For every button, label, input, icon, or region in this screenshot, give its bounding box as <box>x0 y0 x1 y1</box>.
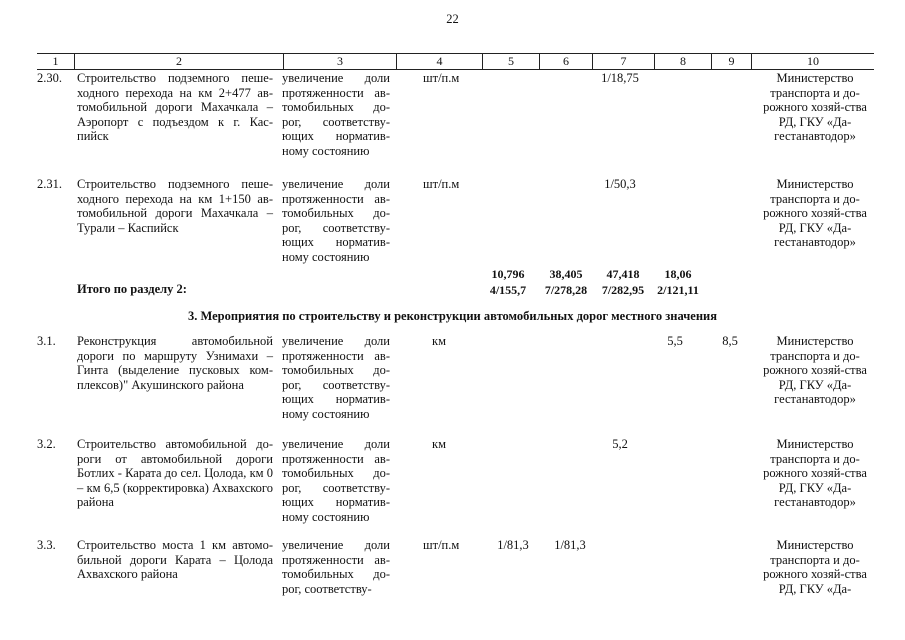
row-number: 2.30. <box>37 71 62 85</box>
row-unit: шт/п.м <box>423 71 460 85</box>
row-effect: увеличение доли протяженности ав-томобильных до-рог, соответству-ющих норматив-ному состоянию <box>282 71 390 158</box>
row-effect: увеличение доли протяженности ав-томобильных до-рог, соответству-ющих норматив-ному состоянию <box>282 177 390 264</box>
header-col-4: 4 <box>436 54 443 68</box>
row-description: Строительство подземного пеше-ходного перехода на км 2+477 ав-томобильной дороги Махачкала – Аэропорт с подъездом к г. Кас-пийск <box>77 71 273 144</box>
row-ministry: Министерство транспорта и до-рожного хозяй-ства РД, ГКУ «Да-гестанавтодор» <box>763 334 867 407</box>
total-col5: 10,796 4/155,7 <box>489 267 527 297</box>
row-ministry: Министерство транспорта и до-рожного хозяй-ства РД, ГКУ «Да-гестанавтодор» <box>763 437 867 510</box>
row-ministry: Министерство транспорта и до-рожного хозяй-ства РД, ГКУ «Да-гестанавтодор» <box>763 71 867 144</box>
row-number: 3.2. <box>37 437 56 451</box>
header-col-2: 2 <box>176 54 182 68</box>
row-col6: 1/81,3 <box>554 538 586 552</box>
header-col-8: 8 <box>680 54 686 68</box>
row-unit: шт/п.м <box>423 538 460 552</box>
table-header <box>37 53 874 70</box>
row-description: Строительство подземного пеше-ходного перехода на км 1+150 ав-томобильной дороги Махачкала – Турали – Каспийск <box>77 177 273 235</box>
row-description: Реконструкция автомобильной дороги по маршруту Узнимахи – Гинта (выделение пусковых ком-плексов)" Акушинского района <box>77 334 273 392</box>
section-title: 3. Мероприятия по строительству и реконструкции автомобильных дорог местного значения <box>188 309 717 323</box>
row-col8: 5,5 <box>667 334 683 348</box>
row-unit: км <box>432 334 446 348</box>
row-col5: 1/81,3 <box>497 538 529 552</box>
row-description: Строительство моста 1 км автомо-бильной дороги Карата – Цолода Ахвахского района <box>77 538 273 582</box>
header-col-1: 1 <box>52 54 59 68</box>
total-label: Итого по разделу 2: <box>77 282 187 296</box>
header-col-3: 3 <box>337 54 343 68</box>
row-number: 3.3. <box>37 538 56 552</box>
total-col6: 38,405 7/278,28 <box>544 267 588 297</box>
header-col-6: 6 <box>563 54 569 68</box>
header-col-7: 7 <box>620 54 627 68</box>
row-col7: 1/50,3 <box>604 177 636 191</box>
row-col9: 8,5 <box>722 334 738 348</box>
header-col-5: 5 <box>508 54 514 68</box>
row-ministry: Министерство транспорта и до-рожного хозяй-ства РД, ГКУ «Да- <box>763 538 867 596</box>
row-unit: км <box>432 437 446 451</box>
page-number: 22 <box>446 12 459 26</box>
header-col-9: 9 <box>728 54 735 68</box>
row-ministry: Министерство транспорта и до-рожного хозяй-ства РД, ГКУ «Да-гестанавтодор» <box>763 177 867 250</box>
row-effect: увеличение доли протяженности ав-томобильных до-рог, соответству- <box>282 538 390 596</box>
row-col7: 1/18,75 <box>601 71 639 85</box>
total-col7: 47,418 7/282,95 <box>601 267 645 297</box>
row-number: 2.31. <box>37 177 62 191</box>
row-effect: увеличение доли протяженности ав-томобильных до-рог, соответству-ющих норматив-ному состоянию <box>282 437 390 524</box>
row-col7: 5,2 <box>612 437 628 451</box>
row-number: 3.1. <box>37 334 56 348</box>
row-unit: шт/п.м <box>423 177 460 191</box>
row-effect: увеличение доли протяженности ав-томобильных до-рог, соответству-ющих норматив-ному состоянию <box>282 334 390 421</box>
row-description: Строительство автомобильной до-роги от автомобильной дороги Ботлих - Карата до сел. Цолода, км 0 – км 6,5 (корректировка) Ахвахского района <box>77 437 273 510</box>
total-col8: 18,06 2/121,11 <box>657 267 699 297</box>
header-col-10: 10 <box>807 54 819 68</box>
